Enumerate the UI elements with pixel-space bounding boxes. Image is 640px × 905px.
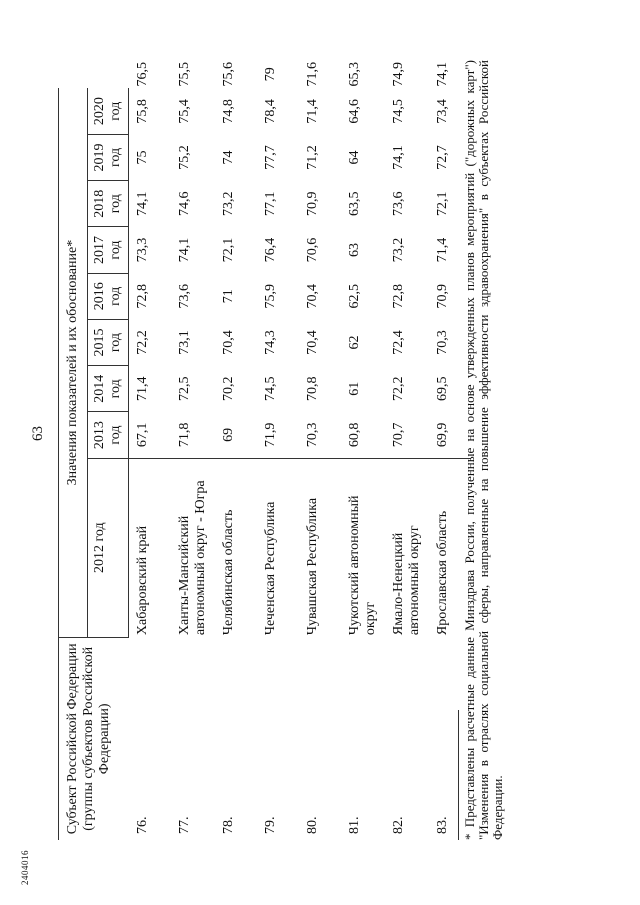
indicator-value: 70,3 [305,422,320,448]
row-number: 78. [221,816,236,834]
indicator-value: 73,3 [135,237,150,263]
indicator-value: 73,4 [435,99,450,124]
indicator-value: 74,3 [263,330,278,355]
indicator-value: 73,1 [177,330,192,355]
indicator-value: 74,1 [435,62,450,87]
indicator-value: 71,6 [305,62,320,87]
indicator-value: 75,2 [177,145,192,170]
indicator-value: 69,5 [435,376,450,402]
table-row [341,60,385,840]
rotated-page-content [58,60,505,840]
indicator-value: 72,7 [435,145,450,170]
indicator-value: 62 [347,335,362,350]
year-header: 2015 год [88,319,129,365]
indicator-value: 76,4 [263,237,278,263]
indicator-value: 67,1 [135,422,150,448]
row-number: 83. [435,816,450,834]
row-number: 79. [263,816,278,834]
indicator-value: 74,8 [221,99,236,124]
indicator-value: 78,4 [263,99,278,124]
indicator-value: 73,2 [221,191,236,216]
indicator-value: 75,9 [263,284,278,309]
indicator-value: 70,4 [305,330,320,355]
table-row [385,60,429,840]
indicator-value: 74,5 [263,376,278,402]
row-number: 76. [134,816,150,834]
indicator-value: 69,9 [435,422,450,448]
indicator-value: 74,9 [391,62,406,87]
subject-name: Ярославская область [429,458,471,637]
indicator-value: 71 [221,289,236,304]
indicator-value: 70,2 [221,376,236,402]
year-header: 2019 год [88,134,129,180]
indicator-value: 74,1 [177,237,192,263]
indicator-value: 60,8 [347,422,362,448]
table-row [257,60,299,840]
footnote: * Представлены расчетные данные Минздрава России, полученные на основе утвержденных планов мероприятий ("дорожных карт") "Изменения в отраслях социальной сферы, направленные на повышение эффективности здравоохранения" в субъектах Российской Федерации. [462,60,505,840]
indicator-value: 71,4 [435,237,450,263]
year-header: 2013 год [88,412,129,458]
indicator-value: 73,2 [391,237,406,263]
indicator-value: 70,4 [305,284,320,309]
indicator-value: 70,8 [305,376,320,402]
year-header: 2018 год [88,181,129,227]
indicator-value: 70,9 [305,191,320,216]
indicator-value: 74,5 [391,99,406,124]
indicator-value: 77,1 [263,191,278,216]
page-number: 63 [30,426,46,441]
indicator-value: 70,4 [221,330,236,355]
indicator-value: 75,6 [221,62,236,87]
indicator-value: 73,6 [391,191,406,216]
indicator-value: 69 [221,427,236,442]
indicator-value: 73,6 [177,284,192,309]
subject-name: Ханты-Мансийский автономный округ - Югра [171,458,215,637]
indicator-value: 75,8 [135,99,150,124]
subject-name: Чувашская Республика [299,458,341,637]
indicator-value: 71,4 [305,99,320,124]
table-row [215,60,257,840]
indicator-table [58,60,471,840]
indicator-value: 72,2 [391,376,406,402]
indicator-value: 72,5 [177,376,192,402]
indicator-value: 61 [347,381,362,396]
subject-name: Чеченская Республика [257,458,299,637]
document-code: 2404016 [20,850,30,885]
indicator-value: 74,1 [135,191,150,216]
year-header: 2017 год [88,227,129,273]
subject-name: Ямало-Ненецкий автономный округ [385,458,429,637]
indicator-values-header: Значения показателей и их обоснование* [59,89,88,638]
indicator-value: 72,4 [391,330,406,355]
indicator-value: 72,1 [221,237,236,263]
indicator-value: 76,5 [134,62,150,87]
year-header: 2016 год [88,273,129,319]
table-row [299,60,341,840]
indicator-value: 64 [347,150,362,165]
indicator-value: 74,1 [391,145,406,170]
subject-name: Челябинская область [215,458,257,637]
indicator-value: 72,8 [391,284,406,309]
indicator-value: 70,6 [305,237,320,263]
indicator-value: 74 [221,150,236,165]
indicator-value: 75,5 [177,62,192,87]
indicator-value: 70,7 [391,422,406,448]
subject-name: Хабаровский край [129,458,172,637]
indicator-value: 65,3 [347,62,362,87]
footnote-divider [458,710,459,840]
row-number: 82. [391,816,406,834]
indicator-value: 72,1 [435,191,450,216]
indicator-value: 75 [135,150,150,165]
indicator-value: 63 [347,243,362,257]
indicator-value: 62,5 [347,284,362,309]
year-header: 2014 год [88,366,129,412]
indicator-value: 71,2 [305,145,320,170]
indicator-value: 72,2 [135,330,150,355]
indicator-value: 64,6 [347,99,362,124]
indicator-value: 71,9 [263,422,278,448]
indicator-value: 70,9 [435,284,450,309]
row-number: 81. [347,816,362,834]
row-number: 77. [177,816,192,834]
subject-name: Чукотский автономный округ [341,458,385,637]
year-header: 2020 год [88,89,129,135]
indicator-value: 75,4 [177,99,192,124]
indicator-value: 74,6 [177,191,192,216]
indicator-value: 71,8 [177,422,192,448]
subject-column-header: Субъект Российской Федерации (группы субъектов Российской Федерации) [59,637,129,840]
indicator-value: 72,8 [135,284,150,309]
year-header: 2012 год [88,458,129,637]
table-row [129,60,172,840]
indicator-value: 79 [263,67,278,82]
indicator-value: 71,4 [135,376,150,402]
indicator-value: 70,3 [435,330,450,355]
indicator-value: 63,5 [347,191,362,216]
row-number: 80. [305,816,320,834]
table-body [129,60,472,840]
indicator-value: 77,7 [263,145,278,170]
table-row [171,60,215,840]
